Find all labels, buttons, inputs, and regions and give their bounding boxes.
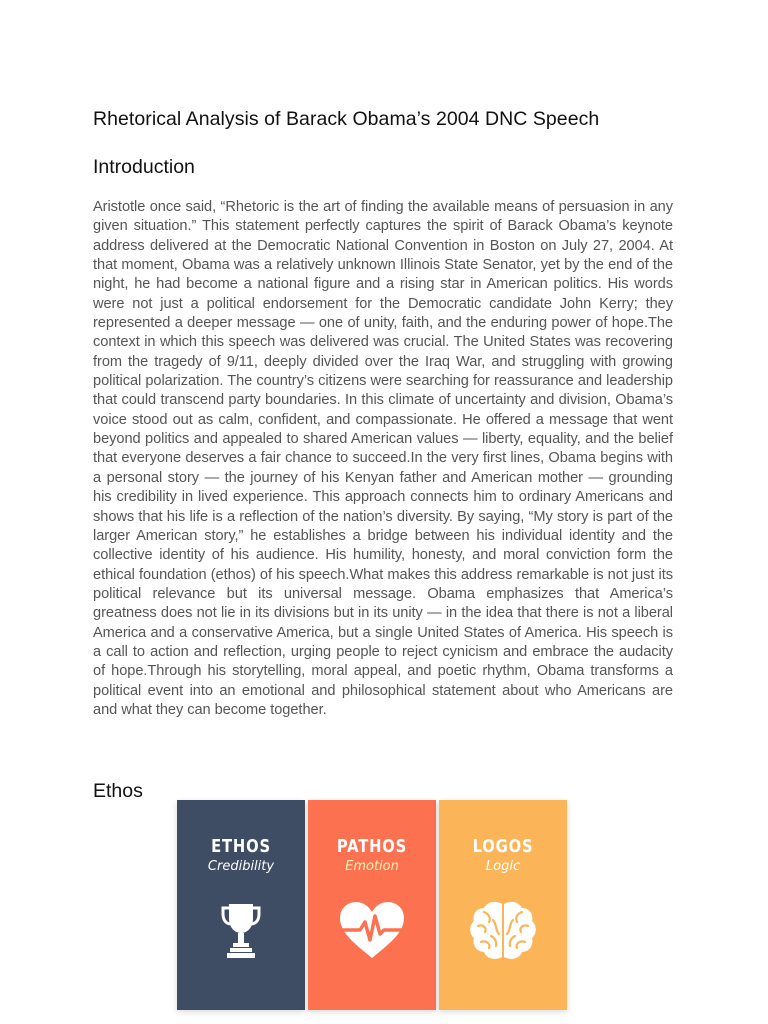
heartbeat-icon (338, 900, 406, 960)
introduction-paragraph: Aristotle once said, “Rhetoric is the art of finding the available means of persuasion in any given situation.” This statement perfectly captures the spirit of Barack Obama’s keynote address delivered at the Democratic National Convention in Boston on July 27, 2004. At that moment, Obama was a relatively unknown Illinois State Senator, yet by the end of the night, he had become a national figure and a rising star in American politics. His words were not just a political endorsement for the Democratic candidate John Kerry; they represented a deeper message — one of unity, faith, and the enduring power of hope.The context in which this speech was delivered was crucial. The United States was recovering from the tragedy of 9/11, deeply divided over the Iraq War, and struggling with growing political polarization. The country’s citizens were searching for reassurance and leadership that could transcend party boundaries. In this climate of uncertainty and division, Obama’s voice stood out as calm, confident, and compassionate. He offered a message that went beyond politics and appealed to shared American values — liberty, equality, and the belief that everyone deserves a fair chance to succeed.In the very first lines, Obama begins with a personal story — the journey of his Kenyan father and American mother — grounding his credibility in lived experience. This approach connects him to ordinary Americans and shows that his life is a reflection of the nation’s diversity. By saying, “My story is part of the larger American story,” he establishes a bridge between his individual identity and the collective identity of his audience. His humility, honesty, and moral conviction form the ethical foundation (ethos) of his speech.What makes this address remarkable is not just its political relevance but its universal message. Obama emphasizes that America’s greatness does not lie in its divisions but in its unity — in the idea that there is not a liberal America and a conservative America, but a single United States of America. His speech is a call to action and reflection, urging people to reject cynicism and embrace the audacity of hope.Through his storytelling, moral appeal, and poetic rhythm, Obama transforms a political event into an emotional and philosophical statement about who Americans are and what they can become together. (93, 199, 673, 718)
pathos-title: PATHOS (336, 836, 408, 857)
section-heading-introduction: Introduction (93, 156, 195, 178)
logos-title: LOGOS (472, 836, 534, 857)
logos-subtitle: Logic (485, 859, 521, 874)
logos-panel (439, 800, 567, 1010)
pathos-panel (308, 800, 436, 1010)
section-heading-ethos: Ethos (93, 780, 143, 802)
ethos-subtitle: Credibility (207, 859, 275, 874)
brain-icon (469, 900, 537, 962)
ethos-title: ETHOS (211, 836, 271, 857)
document-title: Rhetorical Analysis of Barack Obama’s 2004 DNC Speech (93, 108, 600, 130)
ethos-panel (177, 800, 305, 1010)
trophy-icon (221, 900, 261, 960)
pathos-subtitle: Emotion (345, 859, 399, 874)
rhetoric-appeals-graphic (177, 800, 567, 1010)
